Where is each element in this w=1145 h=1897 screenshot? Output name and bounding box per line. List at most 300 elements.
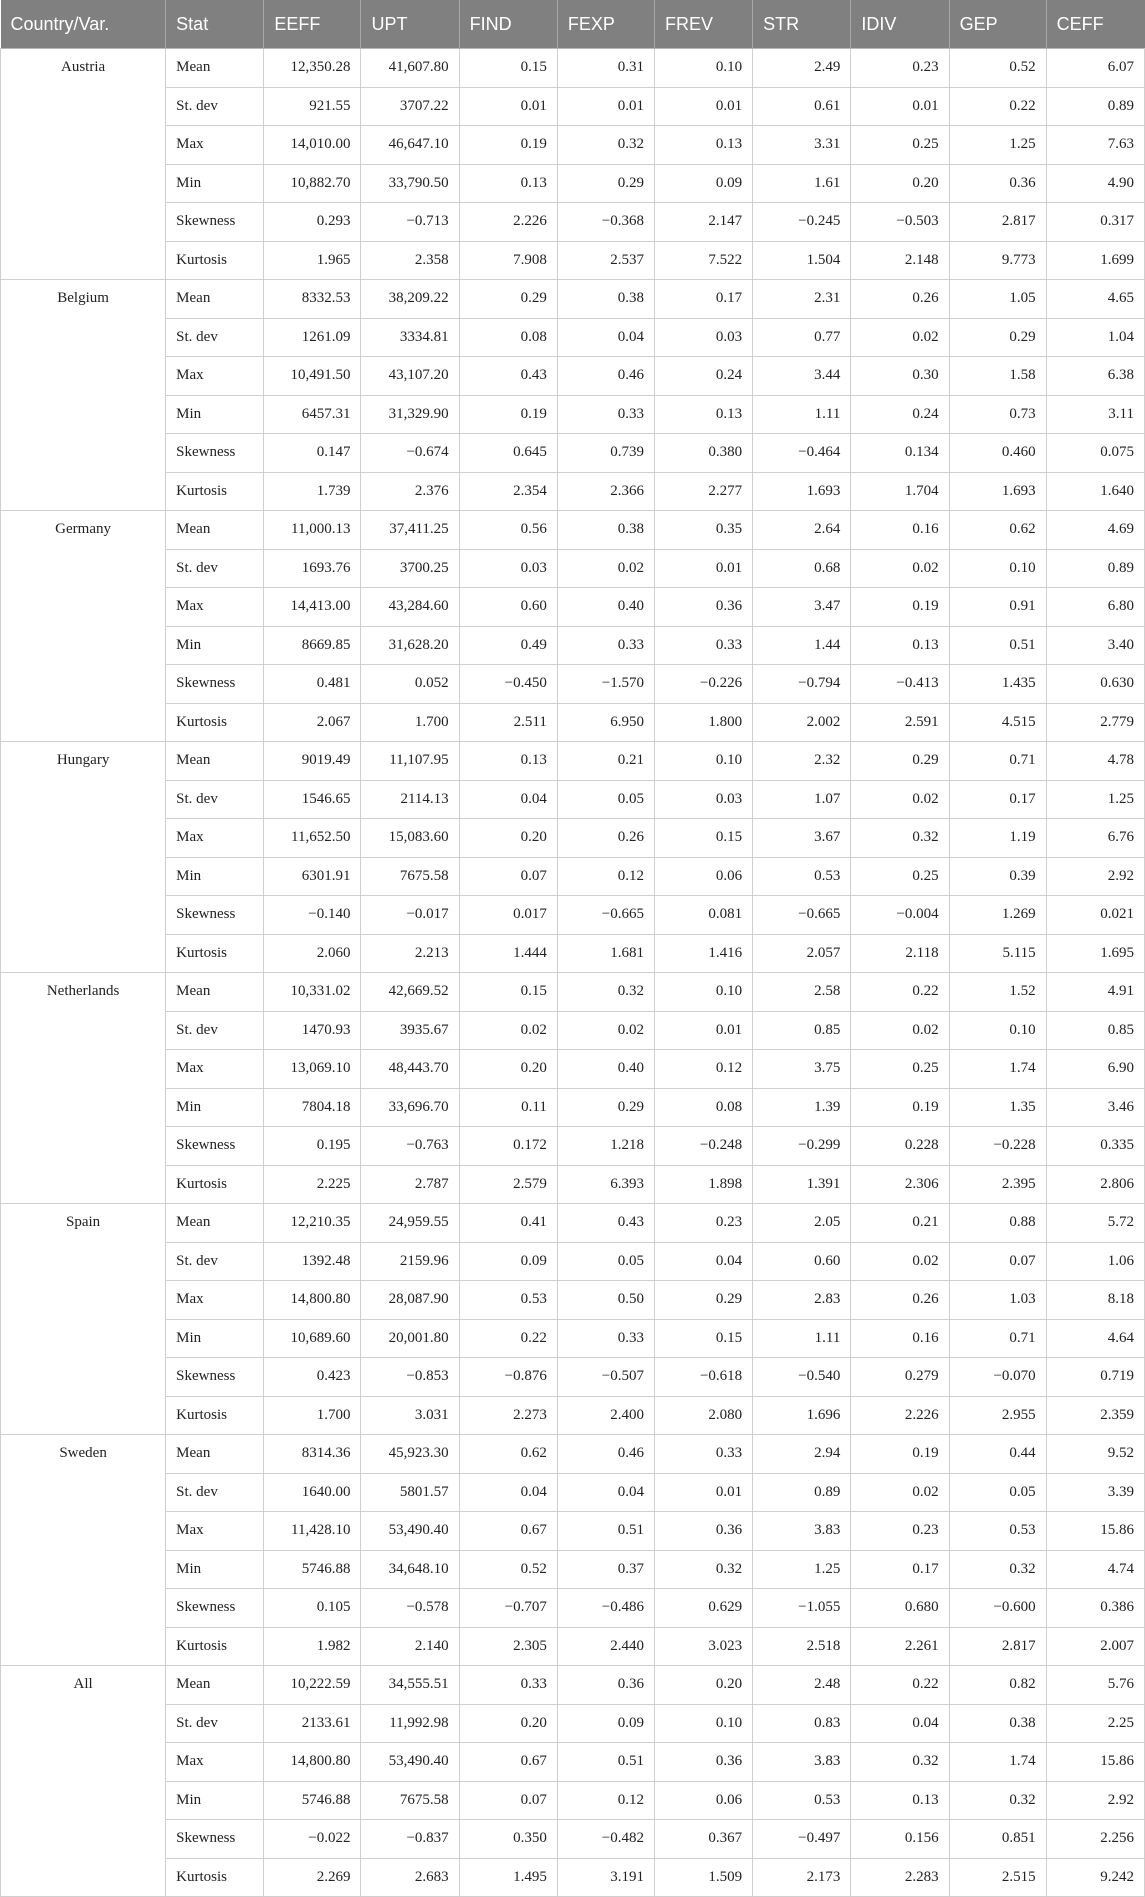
value-cell: 0.017 [459,896,557,935]
column-header: STR [753,0,851,49]
country-cell: Sweden [1,1435,166,1666]
value-cell: 0.32 [851,1743,949,1782]
value-cell: 0.89 [753,1473,851,1512]
value-cell: 1.74 [949,1050,1046,1089]
value-cell: 5746.88 [264,1781,361,1820]
value-cell: 0.33 [654,1435,752,1474]
table-row [1,49,1145,88]
value-cell: 0.05 [949,1473,1046,1512]
value-cell: 2.080 [654,1396,752,1435]
value-cell: 2.273 [459,1396,557,1435]
value-cell: 2.007 [1046,1627,1144,1666]
value-cell: 3.031 [361,1396,459,1435]
value-cell: −0.497 [753,1820,851,1859]
value-cell: 6.80 [1046,588,1144,627]
value-cell: 6.393 [557,1165,654,1204]
value-cell: 9.52 [1046,1435,1144,1474]
value-cell: −0.482 [557,1820,654,1859]
stat-label-cell: Skewness [166,1127,264,1166]
table-row [1,1704,1145,1743]
value-cell: 2.277 [654,472,752,511]
value-cell: 0.11 [459,1088,557,1127]
value-cell: 0.052 [361,665,459,704]
value-cell: 4.78 [1046,742,1144,781]
value-cell: 14,800.80 [264,1743,361,1782]
table-row [1,318,1145,357]
table-row [1,241,1145,280]
value-cell: 3.40 [1046,626,1144,665]
value-cell: 10,882.70 [264,164,361,203]
stat-label-cell: Skewness [166,434,264,473]
value-cell: 31,329.90 [361,395,459,434]
value-cell: 2.806 [1046,1165,1144,1204]
value-cell: 0.02 [557,1011,654,1050]
value-cell: 1.05 [949,280,1046,319]
value-cell: 5746.88 [264,1550,361,1589]
stat-label-cell: St. dev [166,1011,264,1050]
value-cell: 0.075 [1046,434,1144,473]
value-cell: 0.17 [654,280,752,319]
country-cell: Netherlands [1,973,166,1204]
value-cell: −1.570 [557,665,654,704]
value-cell: 0.38 [949,1704,1046,1743]
value-cell: 3.39 [1046,1473,1144,1512]
value-cell: 2114.13 [361,780,459,819]
table-row [1,1050,1145,1089]
value-cell: 0.71 [949,1319,1046,1358]
value-cell: 28,087.90 [361,1281,459,1320]
table-row [1,1820,1145,1859]
column-header: Country/Var. [1,0,166,49]
value-cell: 0.32 [949,1781,1046,1820]
value-cell: 2.118 [851,934,949,973]
value-cell: 0.46 [557,357,654,396]
value-cell: 1.218 [557,1127,654,1166]
value-cell: 0.21 [851,1204,949,1243]
table-header [1,0,1145,49]
stat-label-cell: Max [166,357,264,396]
table-row [1,819,1145,858]
value-cell: 0.335 [1046,1127,1144,1166]
value-cell: 0.19 [851,1435,949,1474]
table-row [1,857,1145,896]
value-cell: 1.06 [1046,1242,1144,1281]
country-group [1,1435,1145,1666]
stat-label-cell: Kurtosis [166,1165,264,1204]
table-row [1,1512,1145,1551]
stat-label-cell: Skewness [166,1820,264,1859]
value-cell: 0.317 [1046,203,1144,242]
value-cell: 45,923.30 [361,1435,459,1474]
value-cell: −0.413 [851,665,949,704]
table-row [1,703,1145,742]
value-cell: 0.10 [949,549,1046,588]
value-cell: 1.695 [1046,934,1144,973]
value-cell: 0.081 [654,896,752,935]
value-cell: 0.37 [557,1550,654,1589]
value-cell: 0.91 [949,588,1046,627]
value-cell: 0.32 [851,819,949,858]
table-row [1,1011,1145,1050]
value-cell: 1.416 [654,934,752,973]
value-cell: 8.18 [1046,1281,1144,1320]
value-cell: 0.32 [557,126,654,165]
value-cell: 0.01 [654,549,752,588]
stat-label-cell: Max [166,1050,264,1089]
value-cell: 2.256 [1046,1820,1144,1859]
value-cell: 9.242 [1046,1858,1144,1897]
value-cell: 0.51 [949,626,1046,665]
value-cell: 20,001.80 [361,1319,459,1358]
value-cell: 0.53 [753,1781,851,1820]
value-cell: 5801.57 [361,1473,459,1512]
value-cell: 2.579 [459,1165,557,1204]
value-cell: 1.11 [753,395,851,434]
value-cell: 0.350 [459,1820,557,1859]
value-cell: −0.540 [753,1358,851,1397]
stat-label-cell: Kurtosis [166,934,264,973]
table-row [1,973,1145,1012]
table-row [1,472,1145,511]
value-cell: 0.629 [654,1589,752,1628]
table-row [1,1088,1145,1127]
value-cell: 0.89 [1046,87,1144,126]
table-row [1,395,1145,434]
value-cell: 41,607.80 [361,49,459,88]
value-cell: 0.06 [654,857,752,896]
value-cell: 0.35 [654,511,752,550]
table-row [1,1435,1145,1474]
value-cell: 5.72 [1046,1204,1144,1243]
value-cell: 10,689.60 [264,1319,361,1358]
value-cell: 9.773 [949,241,1046,280]
value-cell: −0.248 [654,1127,752,1166]
value-cell: 0.68 [753,549,851,588]
value-cell: 10,222.59 [264,1666,361,1705]
value-cell: 1.35 [949,1088,1046,1127]
column-header: FEXP [557,0,654,49]
value-cell: 0.29 [557,164,654,203]
value-cell: 0.29 [557,1088,654,1127]
value-cell: 0.25 [851,126,949,165]
table-row [1,1204,1145,1243]
value-cell: 14,413.00 [264,588,361,627]
value-cell: 0.04 [557,1473,654,1512]
stat-label-cell: Mean [166,973,264,1012]
value-cell: 0.33 [557,395,654,434]
value-cell: 2.376 [361,472,459,511]
value-cell: 12,210.35 [264,1204,361,1243]
value-cell: 0.23 [851,49,949,88]
value-cell: 0.22 [851,1666,949,1705]
value-cell: 2.518 [753,1627,851,1666]
value-cell: 2.787 [361,1165,459,1204]
value-cell: 42,669.52 [361,973,459,1012]
column-header: EEFF [264,0,361,49]
value-cell: 11,107.95 [361,742,459,781]
country-cell: Hungary [1,742,166,973]
value-cell: −0.600 [949,1589,1046,1628]
country-cell: Spain [1,1204,166,1435]
value-cell: 0.33 [459,1666,557,1705]
value-cell: 5.76 [1046,1666,1144,1705]
value-cell: 0.20 [654,1666,752,1705]
column-header: GEP [949,0,1046,49]
value-cell: 0.04 [557,318,654,357]
value-cell: 2.140 [361,1627,459,1666]
table-row [1,280,1145,319]
value-cell: 0.19 [851,1088,949,1127]
value-cell: −0.368 [557,203,654,242]
value-cell: 0.12 [557,1781,654,1820]
value-cell: 0.15 [459,49,557,88]
value-cell: 0.021 [1046,896,1144,935]
value-cell: 0.60 [753,1242,851,1281]
value-cell: 0.38 [557,280,654,319]
value-cell: 0.20 [459,1704,557,1743]
value-cell: 0.25 [851,1050,949,1089]
table-row [1,87,1145,126]
value-cell: 0.09 [459,1242,557,1281]
stat-label-cell: St. dev [166,780,264,819]
value-cell: 24,959.55 [361,1204,459,1243]
value-cell: 0.29 [949,318,1046,357]
value-cell: 0.22 [851,973,949,1012]
value-cell: 11,652.50 [264,819,361,858]
value-cell: 3707.22 [361,87,459,126]
country-group [1,49,1145,280]
stat-label-cell: Min [166,164,264,203]
value-cell: 0.51 [557,1743,654,1782]
value-cell: 0.02 [851,780,949,819]
value-cell: 0.77 [753,318,851,357]
stat-label-cell: St. dev [166,318,264,357]
value-cell: 1470.93 [264,1011,361,1050]
value-cell: −0.665 [753,896,851,935]
table-row [1,1781,1145,1820]
value-cell: 10,331.02 [264,973,361,1012]
value-cell: 33,790.50 [361,164,459,203]
value-cell: 53,490.40 [361,1743,459,1782]
value-cell: 0.23 [851,1512,949,1551]
value-cell: 0.49 [459,626,557,665]
value-cell: 0.53 [753,857,851,896]
stat-label-cell: Mean [166,1666,264,1705]
value-cell: −0.017 [361,896,459,935]
value-cell: 2.366 [557,472,654,511]
value-cell: 0.07 [459,1781,557,1820]
value-cell: 0.04 [459,780,557,819]
value-cell: 3.83 [753,1512,851,1551]
value-cell: 15,083.60 [361,819,459,858]
value-cell: 9019.49 [264,742,361,781]
value-cell: 0.05 [557,1242,654,1281]
value-cell: 1.25 [1046,780,1144,819]
value-cell: −0.794 [753,665,851,704]
value-cell: 0.15 [459,973,557,1012]
value-cell: 11,000.13 [264,511,361,550]
value-cell: 0.16 [851,511,949,550]
value-cell: 0.12 [654,1050,752,1089]
value-cell: 0.71 [949,742,1046,781]
value-cell: 2.31 [753,280,851,319]
stat-label-cell: Min [166,1550,264,1589]
value-cell: 0.67 [459,1743,557,1782]
value-cell: 2.83 [753,1281,851,1320]
value-cell: 0.82 [949,1666,1046,1705]
value-cell: −0.853 [361,1358,459,1397]
value-cell: 1.44 [753,626,851,665]
value-cell: 3.75 [753,1050,851,1089]
value-cell: 2.400 [557,1396,654,1435]
value-cell: 7.522 [654,241,752,280]
value-cell: 6.38 [1046,357,1144,396]
value-cell: 0.20 [459,1050,557,1089]
value-cell: 6.90 [1046,1050,1144,1089]
stat-label-cell: Max [166,588,264,627]
stat-label-cell: Skewness [166,1589,264,1628]
value-cell: −0.674 [361,434,459,473]
value-cell: 53,490.40 [361,1512,459,1551]
value-cell: 1.696 [753,1396,851,1435]
value-cell: 3.023 [654,1627,752,1666]
stat-label-cell: St. dev [166,1242,264,1281]
value-cell: −0.707 [459,1589,557,1628]
value-cell: 921.55 [264,87,361,126]
table-row [1,1589,1145,1628]
value-cell: −0.450 [459,665,557,704]
value-cell: 34,555.51 [361,1666,459,1705]
value-cell: 1546.65 [264,780,361,819]
country-cell: Austria [1,49,166,280]
value-cell: 10,491.50 [264,357,361,396]
value-cell: 0.83 [753,1704,851,1743]
value-cell: 3.67 [753,819,851,858]
value-cell: 11,428.10 [264,1512,361,1551]
value-cell: 0.10 [654,973,752,1012]
value-cell: 3334.81 [361,318,459,357]
value-cell: 0.680 [851,1589,949,1628]
value-cell: 0.739 [557,434,654,473]
value-cell: −0.464 [753,434,851,473]
stat-label-cell: Min [166,1319,264,1358]
value-cell: 2.269 [264,1858,361,1897]
value-cell: 3.11 [1046,395,1144,434]
value-cell: −0.618 [654,1358,752,1397]
value-cell: 0.481 [264,665,361,704]
value-cell: 0.85 [753,1011,851,1050]
value-cell: 14,800.80 [264,1281,361,1320]
value-cell: 1.700 [361,703,459,742]
value-cell: 0.19 [459,126,557,165]
value-cell: 0.36 [654,588,752,627]
value-cell: 0.02 [851,1242,949,1281]
value-cell: 0.13 [459,164,557,203]
stat-label-cell: Kurtosis [166,1858,264,1897]
value-cell: 0.21 [557,742,654,781]
table-row [1,780,1145,819]
value-cell: 0.36 [654,1743,752,1782]
value-cell: 1.19 [949,819,1046,858]
value-cell: 1.61 [753,164,851,203]
value-cell: 2.060 [264,934,361,973]
value-cell: 2.515 [949,1858,1046,1897]
value-cell: 2.440 [557,1627,654,1666]
column-header: FIND [459,0,557,49]
value-cell: 7.63 [1046,126,1144,165]
value-cell: 11,992.98 [361,1704,459,1743]
value-cell: 2133.61 [264,1704,361,1743]
value-cell: 0.20 [851,164,949,203]
value-cell: 2.225 [264,1165,361,1204]
value-cell: 1.435 [949,665,1046,704]
table-row [1,1858,1145,1897]
value-cell: 0.460 [949,434,1046,473]
table-row [1,126,1145,165]
table-row [1,164,1145,203]
value-cell: 0.36 [949,164,1046,203]
value-cell: 3.31 [753,126,851,165]
value-cell: 2.148 [851,241,949,280]
value-cell: 0.52 [949,49,1046,88]
table-row [1,1242,1145,1281]
value-cell: 2.537 [557,241,654,280]
value-cell: −0.507 [557,1358,654,1397]
value-cell: 2.779 [1046,703,1144,742]
value-cell: 0.293 [264,203,361,242]
value-cell: 0.56 [459,511,557,550]
value-cell: 0.07 [459,857,557,896]
value-cell: 6.950 [557,703,654,742]
value-cell: 2.358 [361,241,459,280]
column-header: FREV [654,0,752,49]
value-cell: 0.30 [851,357,949,396]
value-cell: 0.02 [851,549,949,588]
value-cell: 31,628.20 [361,626,459,665]
value-cell: 0.61 [753,87,851,126]
table-row [1,896,1145,935]
value-cell: 38,209.22 [361,280,459,319]
value-cell: 5.115 [949,934,1046,973]
value-cell: 3.44 [753,357,851,396]
value-cell: 0.03 [654,318,752,357]
table-row [1,1666,1145,1705]
value-cell: 1.58 [949,357,1046,396]
value-cell: −0.486 [557,1589,654,1628]
stat-label-cell: Mean [166,511,264,550]
value-cell: 0.02 [851,1011,949,1050]
value-cell: 0.134 [851,434,949,473]
value-cell: 0.08 [459,318,557,357]
value-cell: 4.515 [949,703,1046,742]
value-cell: 0.26 [851,1281,949,1320]
value-cell: 0.51 [557,1512,654,1551]
value-cell: 7804.18 [264,1088,361,1127]
column-header: IDIV [851,0,949,49]
value-cell: 43,107.20 [361,357,459,396]
value-cell: 6457.31 [264,395,361,434]
table-row [1,588,1145,627]
value-cell: 0.04 [654,1242,752,1281]
value-cell: 0.29 [654,1281,752,1320]
value-cell: 0.24 [654,357,752,396]
value-cell: 0.46 [557,1435,654,1474]
stat-label-cell: Max [166,1512,264,1551]
value-cell: 0.04 [851,1704,949,1743]
value-cell: 2.057 [753,934,851,973]
value-cell: −0.876 [459,1358,557,1397]
value-cell: 0.13 [459,742,557,781]
